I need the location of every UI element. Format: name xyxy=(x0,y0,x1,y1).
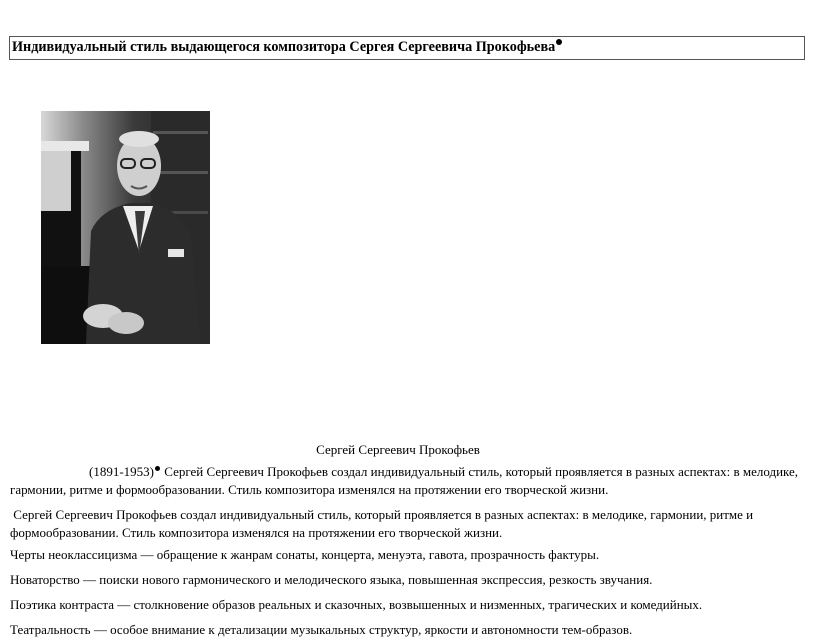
paragraph-innovation: Новаторство — поиски нового гармонического и мелодического языка, повышенная экспрессия, резкость звучания. xyxy=(10,572,653,587)
bullet-icon xyxy=(556,39,562,45)
title-box xyxy=(9,36,805,60)
photo-caption: Сергей Сергеевич Прокофьев xyxy=(316,442,480,457)
paragraph-2: Сергей Сергеевич Прокофьев создал индивидуальный стиль, который проявляется в разных аспектах: в мелодике, гармонии, ритме и формообразовании. Стиль композитора изменялся на протяжении его творческой жизни. xyxy=(10,507,754,540)
paragraph-theatricality: Театральность — особое внимание к детализации музыкальных структур, яркости и автономности тем-образов. xyxy=(10,622,633,637)
paragraph-1 xyxy=(10,463,806,499)
page-title: Индивидуальный стиль выдающегося композитора Сергея Сергеевича Прокофьева xyxy=(12,39,562,56)
portrait-photo xyxy=(41,111,210,344)
bullet-icon xyxy=(155,466,160,471)
paragraph-neoclassicism: Черты неоклассицизма — обращение к жанрам сонаты, концерта, менуэта, гавота, прозрачность фактуры. xyxy=(10,547,600,562)
paragraph-contrast: Поэтика контраста — столкновение образов реальных и сказочных, возвышенных и низменных, трагических и комедийных. xyxy=(10,597,703,612)
years-text: (1891-1953) xyxy=(89,464,154,479)
portrait-photo-icon xyxy=(41,111,210,344)
paragraph-1-text: Сергей Сергеевич Прокофьев создал индивидуальный стиль, который проявляется в разных аспектах: в мелодике, гармонии, ритме и формообразовании. Стиль композитора изменялся на протяжении его творческой жизни. xyxy=(10,464,799,497)
